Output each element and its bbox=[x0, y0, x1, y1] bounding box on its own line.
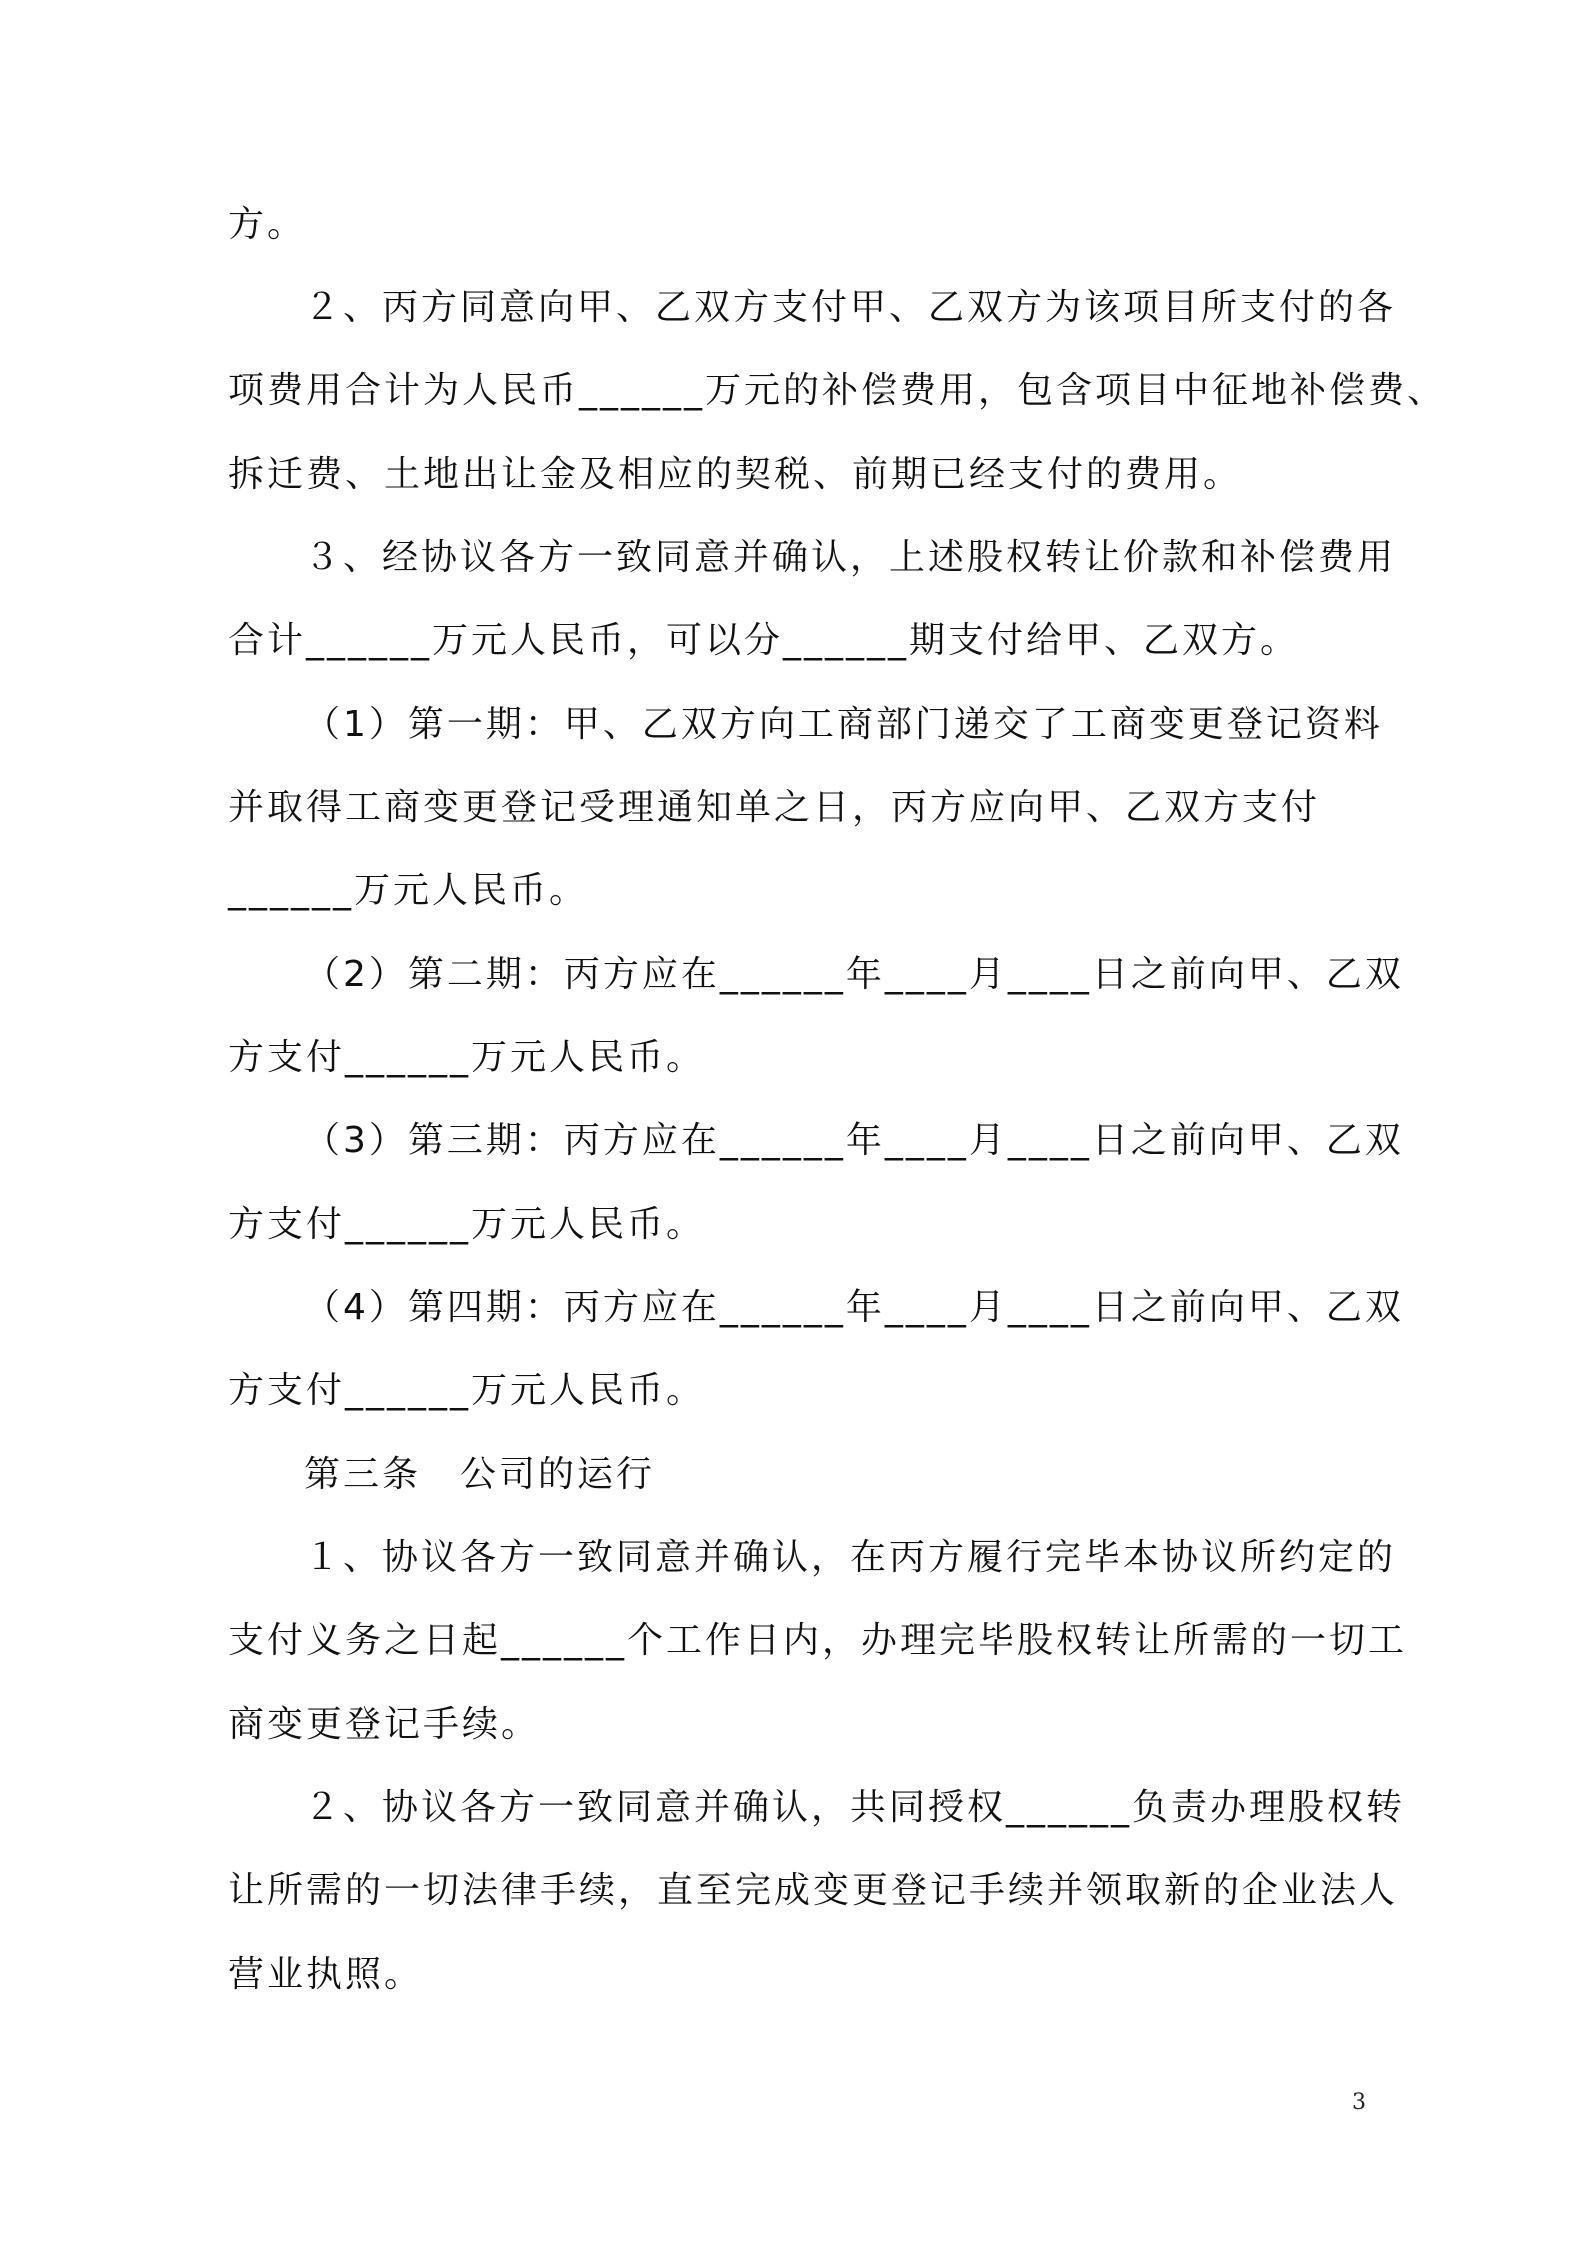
phase-2-line-2: 方支付______万元人民币。 bbox=[228, 1037, 706, 1078]
operation-clause-2-line-2: 让所需的一切法律手续，直至完成变更登记手续并领取新的企业法人 bbox=[228, 1870, 1399, 1911]
clause-2-line-3: 拆迁费、土地出让金及相应的契税、前期已经支付的费用。 bbox=[228, 454, 1243, 495]
operation-clause-2-line-1: ２、协议各方一致同意并确认，共同授权______负责办理股权转 bbox=[304, 1787, 1406, 1828]
phase-1-line-2: 并取得工商变更登记受理通知单之日，丙方应向甲、乙双方支付 bbox=[228, 787, 1321, 828]
phase-4-line-2: 方支付______万元人民币。 bbox=[228, 1370, 706, 1411]
phase-3-line-2: 方支付______万元人民币。 bbox=[228, 1204, 706, 1245]
article-3-heading: 第三条 公司的运行 bbox=[304, 1454, 656, 1495]
phase-1-line-1: （1）第一期：甲、乙双方向工商部门递交了工商变更登记资料 bbox=[304, 704, 1383, 745]
page-number: 3 bbox=[1352, 2090, 1366, 2115]
clause-3-line-2: 合计______万元人民币，可以分______期支付给甲、乙双方。 bbox=[228, 620, 1300, 661]
operation-clause-1-line-3: 商变更登记手续。 bbox=[228, 1704, 541, 1745]
text-line: 方。 bbox=[228, 204, 307, 245]
operation-clause-1-line-1: １、协议各方一致同意并确认，在丙方履行完毕本协议所约定的 bbox=[304, 1537, 1397, 1578]
phase-2-line-1: （2）第二期：丙方应在______年____月____日之前向甲、乙双 bbox=[304, 954, 1404, 995]
clause-3-line-1: ３、经协议各方一致同意并确认，上述股权转让价款和补偿费用 bbox=[304, 537, 1397, 578]
clause-2-line-2: 项费用合计为人民币______万元的补偿费用，包含项目中征地补偿费、 bbox=[228, 370, 1447, 411]
clause-2-line-1: ２、丙方同意向甲、乙双方支付甲、乙双方为该项目所支付的各 bbox=[304, 287, 1397, 328]
phase-1-line-3: ______万元人民币。 bbox=[228, 870, 589, 911]
operation-clause-2-line-3: 营业执照。 bbox=[228, 1954, 424, 1995]
phase-3-line-1: （3）第三期：丙方应在______年____月____日之前向甲、乙双 bbox=[304, 1120, 1404, 1161]
phase-4-line-1: （4）第四期：丙方应在______年____月____日之前向甲、乙双 bbox=[304, 1287, 1404, 1328]
operation-clause-1-line-2: 支付义务之日起______个工作日内，办理完毕股权转让所需的一切工 bbox=[228, 1620, 1408, 1661]
